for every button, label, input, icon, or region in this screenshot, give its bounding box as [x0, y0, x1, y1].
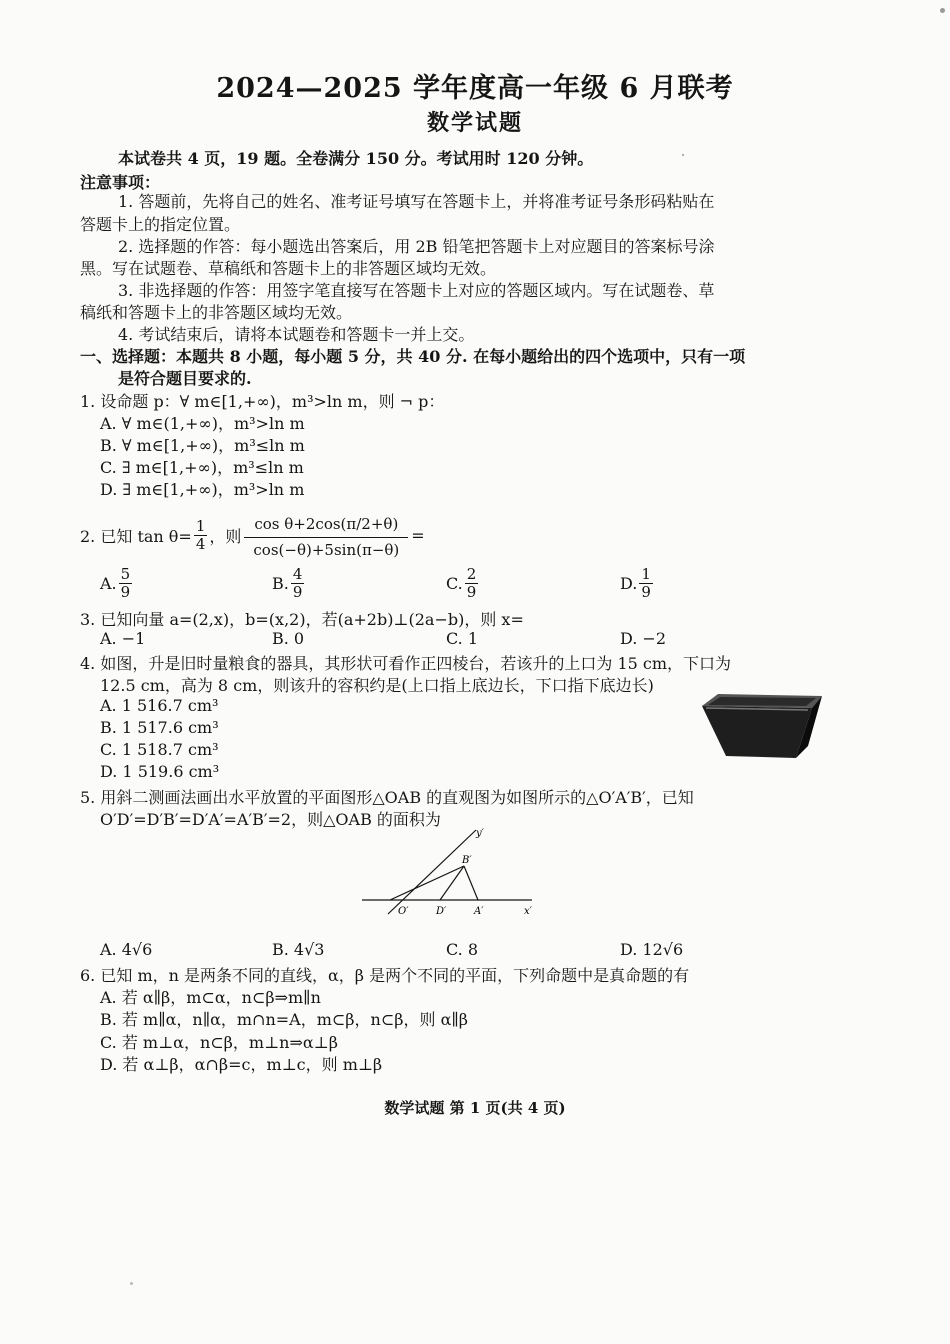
oblique-figure [360, 826, 545, 924]
notice-line-5: 3. 非选择题的作答：用签字笔直接写在答题卡上对应的答题区域内。写在试题卷、草 [118, 281, 715, 300]
exam-title: 2024—2025 学年度高一年级 6 月联考 [216, 73, 734, 104]
q1-option-b: B. ∀ m∈[1,+∞)，m³≤ln m [100, 436, 305, 455]
section1-line2: 是符合题目要求的. [118, 369, 252, 388]
q1-option-d: D. ∃ m∈[1,+∞)，m³>ln m [100, 480, 305, 499]
notice-heading: 注意事项： [80, 173, 161, 192]
q4-option-c: C. 1 518.7 cm³ [100, 740, 219, 759]
scan-speck [940, 8, 945, 13]
scan-speck [682, 154, 684, 156]
q2-option-c-den: 9 [466, 582, 477, 601]
q1-stem: 1. 设命题 p：∀ m∈[1,+∞)，m³>ln m，则 ¬ p： [80, 392, 445, 411]
q2-option-d [620, 566, 655, 600]
q2-stem [80, 512, 425, 558]
q2-option-c-num: 2 [466, 565, 477, 583]
notice-line-2: 答题卡上的指定位置。 [80, 215, 241, 234]
q6-option-b: B. 若 m∥α，n∥α，m∩n=A，m⊂β，n⊂β，则 α∥β [100, 1010, 469, 1029]
q3-option-d: D. −2 [620, 629, 667, 648]
notice-line-7: 4. 考试结束后，请将本试题卷和答题卡一并上交。 [118, 325, 475, 344]
notice-line-4: 黑。写在试题卷、草稿纸和答题卡上的非答题区域均无效。 [80, 259, 497, 278]
q2-option-a-label: A. [100, 573, 117, 593]
q3-option-b: B. 0 [272, 629, 305, 648]
segment-ob [390, 866, 464, 900]
q2-option-c-label: C. [446, 573, 463, 593]
q2-option-a-den: 9 [120, 582, 131, 601]
q1-option-c: C. ∃ m∈[1,+∞)，m³≤ln m [100, 458, 304, 477]
label-y-prime: y′ [476, 828, 484, 839]
q4-option-d: D. 1 519.6 cm³ [100, 762, 220, 781]
q6-stem: 6. 已知 m，n 是两条不同的直线，α，β 是两个不同的平面，下列命题中是真命题的有 [80, 966, 690, 985]
q6-option-c: C. 若 m⊥α，n⊂β，m⊥n⇒α⊥β [100, 1033, 338, 1052]
q2-prefix: 2. 已知 tan θ= [80, 526, 192, 546]
q2-tan-fraction [194, 518, 208, 552]
q4-option-a: A. 1 516.7 cm³ [100, 696, 219, 715]
q3-stem: 3. 已知向量 a=(2,x)，b=(x,2)，若(a+2b)⊥(2a−b)，则 x= [80, 610, 524, 629]
q1-option-a: A. ∀ m∈(1,+∞)，m³>ln m [100, 414, 305, 433]
label-a-prime: A′ [474, 906, 484, 917]
q2-option-d-label: D. [620, 573, 638, 593]
q4-line2: 12.5 cm，高为 8 cm，则该升的容积约是(上口指上底边长，下口指下底边长) [100, 676, 654, 695]
q4-option-b: B. 1 517.6 cm³ [100, 718, 219, 737]
q2-then: ，则 [209, 526, 242, 546]
label-d-prime: D′ [436, 906, 447, 917]
q5-option-c: C. 8 [446, 940, 479, 959]
q2-option-d-den: 9 [641, 582, 651, 601]
label-o-prime: O′ [398, 906, 409, 917]
q2-expr-num: cos θ+2cos(π/2+θ) [244, 512, 408, 538]
q2-option-a [100, 566, 134, 600]
segment-ba [464, 866, 478, 900]
notice-line-3: 2. 选择题的作答：每小题选出答案后，用 2B 铅笔把答题卡上对应题目的答案标号涂 [118, 237, 715, 256]
q5-option-a: A. 4√6 [100, 940, 153, 959]
label-b-prime: B′ [462, 855, 472, 866]
q5-line2: O′D′=D′B′=D′A′=A′B′=2，则△OAB 的面积为 [100, 810, 441, 829]
q5-option-d: D. 12√6 [620, 940, 684, 959]
q2-expr-den: cos(−θ)+5sin(π−θ) [253, 540, 400, 559]
q6-option-a: A. 若 α∥β，m⊂α，n⊂β⇒m∥n [100, 988, 321, 1007]
page-footer: 数学试题 第 1 页(共 4 页) [384, 1099, 566, 1117]
q2-option-a-num: 5 [120, 565, 131, 583]
q2-option-d-num: 1 [641, 565, 651, 583]
notice-line-1: 1. 答题前，先将自己的姓名、准考证号填写在答题卡上，并将准考证号条形码粘贴在 [118, 192, 715, 211]
y-axis-line [388, 830, 476, 914]
scan-speck [130, 1282, 133, 1285]
q2-option-b-num: 4 [292, 565, 303, 583]
exam-subtitle: 数学试题 [426, 110, 523, 136]
q2-tan-den: 4 [195, 534, 206, 553]
q2-equals: = [411, 525, 425, 545]
q2-tan-num: 1 [195, 517, 206, 535]
grain-measure-image [700, 694, 825, 764]
q2-option-c [446, 566, 480, 600]
q5-option-b: B. 4√3 [272, 940, 325, 959]
q4-line1: 4. 如图，升是旧时量粮食的器具，其形状可看作正四棱台，若该升的上口为 15 cm，下口为 [80, 654, 732, 673]
notice-line-6: 稿纸和答题卡上的非答题区域均无效。 [80, 303, 353, 322]
q3-option-a: A. −1 [100, 629, 146, 648]
q6-option-d: D. 若 α⊥β，α∩β=c，m⊥c，则 m⊥β [100, 1055, 383, 1074]
label-x-prime: x′ [524, 906, 532, 917]
q5-line1: 5. 用斜二测画法画出水平放置的平面图形△OAB 的直观图为如图所示的△O′A′B′，已知 [80, 788, 694, 807]
exam-info: 本试卷共 4 页，19 题。全卷满分 150 分。考试用时 120 分钟。 [118, 149, 594, 168]
section1-line1: 一、选择题：本题共 8 小题，每小题 5 分，共 40 分. 在每小题给出的四个选项中，只有一项 [80, 347, 746, 366]
q2-option-b [272, 566, 306, 600]
q2-option-b-den: 9 [292, 582, 303, 601]
q2-option-b-label: B. [272, 573, 289, 593]
q2-expression-fraction [243, 512, 409, 558]
q3-option-c: C. 1 [446, 629, 479, 648]
